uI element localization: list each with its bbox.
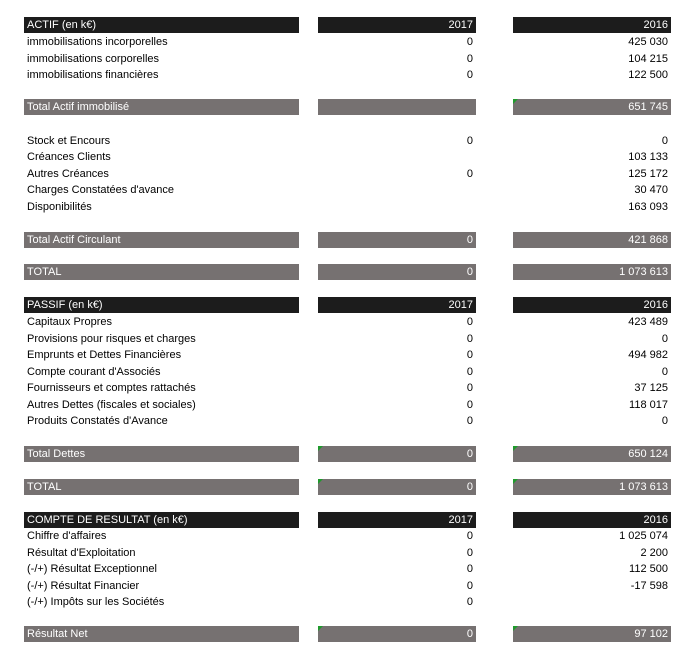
- total-2016: 651 745: [513, 99, 671, 115]
- row-label: Compte courant d'Associés: [27, 366, 161, 378]
- row-label: Autres Dettes (fiscales et sociales): [27, 399, 196, 411]
- value-2017: 0: [466, 69, 473, 81]
- passif-header-label: PASSIF (en k€): [24, 297, 299, 313]
- table-row: [0, 166, 700, 182]
- total-2017: 0: [318, 232, 476, 248]
- row-label: Autres Créances: [27, 168, 109, 180]
- value-2016: 112 500: [629, 563, 668, 575]
- total-2017: 0: [318, 626, 476, 642]
- total-2017: 0: [318, 446, 476, 462]
- total-label: Total Dettes: [24, 446, 299, 462]
- table-row: [0, 133, 700, 149]
- table-row: [0, 34, 700, 50]
- passif-header-2017: 2017: [318, 297, 476, 313]
- table-row: [0, 182, 700, 198]
- value-2016: 1 025 074: [619, 530, 668, 542]
- value-2016: 125 172: [628, 168, 668, 180]
- row-label: Provisions pour risques et charges: [27, 333, 196, 345]
- total-2016: 97 102: [513, 626, 671, 642]
- total-2017: [318, 99, 476, 115]
- table-row: [0, 347, 700, 363]
- table-row: [0, 364, 700, 380]
- value-2017: 0: [466, 530, 473, 542]
- value-2016: 0: [661, 135, 668, 147]
- value-2017: 0: [466, 382, 473, 394]
- value-2016: 122 500: [628, 69, 668, 81]
- value-2016: 37 125: [634, 382, 668, 394]
- total-2016: 1 073 613: [513, 264, 671, 280]
- table-row: [0, 199, 700, 215]
- total-label: Résultat Net: [24, 626, 299, 642]
- value-2017: [318, 149, 476, 165]
- total-actif-row: [0, 264, 700, 280]
- table-row: [0, 331, 700, 347]
- value-2017: 0: [466, 316, 473, 328]
- resultat-header-row: [0, 512, 700, 528]
- row-label: Disponibilités: [27, 201, 92, 213]
- resultat-header-label: COMPTE DE RESULTAT (en k€): [24, 512, 299, 528]
- value-2016: 0: [661, 366, 668, 378]
- total-2016: 650 124: [513, 446, 671, 462]
- actif-header-2016: 2016: [513, 17, 671, 33]
- table-row: [0, 413, 700, 429]
- row-label: Résultat d'Exploitation: [27, 547, 136, 559]
- total-2017: 0: [318, 264, 476, 280]
- value-2017: [318, 199, 476, 215]
- row-label: Créances Clients: [27, 151, 111, 163]
- table-row: [0, 594, 700, 610]
- value-2017: 0: [466, 563, 473, 575]
- total-actif-immobilise-row: [0, 99, 700, 115]
- row-label: Fournisseurs et comptes rattachés: [27, 382, 196, 394]
- total-actif-circulant-row: [0, 232, 700, 248]
- value-2016: 423 489: [628, 316, 668, 328]
- table-row: [0, 578, 700, 594]
- value-2017: 0: [466, 168, 473, 180]
- value-2017: 0: [466, 349, 473, 361]
- row-label: Stock et Encours: [27, 135, 111, 147]
- row-label: immobilisations corporelles: [27, 53, 160, 65]
- value-2016: -17 598: [630, 580, 668, 592]
- passif-header-2016: 2016: [513, 297, 671, 313]
- value-2017: 0: [466, 333, 473, 345]
- actif-header-2017: 2017: [318, 17, 476, 33]
- value-2016: 2 200: [640, 547, 668, 559]
- passif-header-row: [0, 297, 700, 313]
- value-2017: 0: [466, 366, 473, 378]
- value-2016: 494 982: [628, 349, 668, 361]
- table-row: [0, 51, 700, 67]
- value-2017: 0: [466, 399, 473, 411]
- total-2016: 1 073 613: [513, 479, 671, 495]
- table-row: [0, 380, 700, 396]
- table-row: [0, 149, 700, 165]
- value-2016: 30 470: [634, 184, 668, 196]
- total-label: Total Actif Circulant: [24, 232, 299, 248]
- total-2016: 421 868: [513, 232, 671, 248]
- value-2017: 0: [466, 36, 473, 48]
- row-label: immobilisations incorporelles: [27, 36, 168, 48]
- actif-header-row: [0, 17, 700, 33]
- value-2016: [513, 594, 671, 610]
- actif-header-label: ACTIF (en k€): [24, 17, 299, 33]
- value-2017: 0: [466, 580, 473, 592]
- value-2017: 0: [466, 53, 473, 65]
- table-row: [0, 561, 700, 577]
- value-2017: 0: [466, 547, 473, 559]
- resultat-header-2016: 2016: [513, 512, 671, 528]
- value-2017: [318, 182, 476, 198]
- row-label: (-/+) Résultat Financier: [27, 580, 140, 592]
- value-2017: 0: [466, 596, 473, 608]
- table-row: [0, 397, 700, 413]
- row-label: (-/+) Impôts sur les Sociétés: [27, 596, 165, 608]
- total-2017: 0: [318, 479, 476, 495]
- row-label: Charges Constatées d'avance: [27, 184, 175, 196]
- row-label: Chiffre d'affaires: [27, 530, 107, 542]
- value-2016: 104 215: [628, 53, 668, 65]
- row-label: Emprunts et Dettes Financières: [27, 349, 182, 361]
- row-label: immobilisations financières: [27, 69, 159, 81]
- table-row: [0, 314, 700, 330]
- resultat-header-2017: 2017: [318, 512, 476, 528]
- total-label: Total Actif immobilisé: [24, 99, 299, 115]
- value-2017: 0: [466, 415, 473, 427]
- total-passif-row: [0, 479, 700, 495]
- value-2016: 103 133: [628, 151, 668, 163]
- table-row: [0, 528, 700, 544]
- value-2016: 118 017: [629, 399, 668, 411]
- row-label: (-/+) Résultat Exceptionnel: [27, 563, 157, 575]
- resultat-net-row: [0, 626, 700, 642]
- total-label: TOTAL: [24, 479, 299, 495]
- value-2016: 425 030: [628, 36, 668, 48]
- row-label: Produits Constatés d'Avance: [27, 415, 168, 427]
- value-2017: 0: [466, 135, 473, 147]
- value-2016: 163 093: [628, 201, 668, 213]
- total-label: TOTAL: [24, 264, 299, 280]
- total-dettes-row: [0, 446, 700, 462]
- value-2016: 0: [661, 333, 668, 345]
- table-row: [0, 545, 700, 561]
- table-row: [0, 67, 700, 83]
- value-2016: 0: [661, 415, 668, 427]
- row-label: Capitaux Propres: [27, 316, 112, 328]
